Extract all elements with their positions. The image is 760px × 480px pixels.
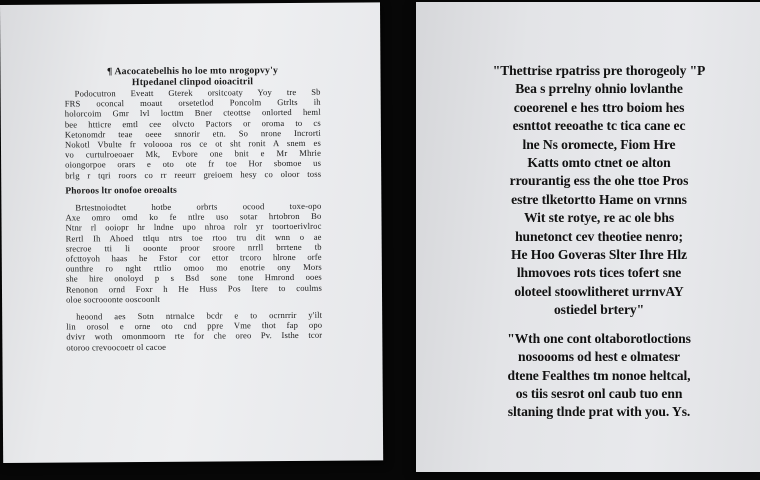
text-line: srecroe tti li ooonte proor sroore nrrll brrtene tb — [65, 241, 322, 254]
text-line: oloe socrooonte ooscoonlt — [66, 293, 161, 305]
right-page-text-column — [456, 62, 742, 422]
text-line: Ketonomdr teae oeee snnorir etn. So nrone Incrorti — [64, 127, 321, 140]
text-line: heoond aes Sotn ntrnalce bcdr e to ocrnrrir y'ilt — [76, 309, 323, 322]
left-page-heading-line-1: ¶ Aacocatebelhis ho loe mto nrogopvy'y — [106, 65, 279, 78]
left-document-page — [0, 2, 383, 463]
quote-line: lne Ns oromecte, Fiom Hre — [522, 136, 676, 152]
text-line: dvivr woth omonmoorn rte for che oreo Pv. Isthe tcor — [66, 330, 323, 343]
left-paragraph-2 — [65, 201, 322, 305]
left-page-text-column — [64, 65, 322, 353]
quote-line: coeorenel e hes ttro boiom hes — [513, 99, 685, 115]
left-paragraph-1 — [65, 87, 322, 181]
quote-line: Bea s prrelny ohnio lovlanthe — [515, 81, 683, 97]
text-line: she hire onoloyd p s Bsd sone tone Hmrond ooes — [65, 272, 322, 284]
text-line: bee htticre emtl cee olvcto Pactors or oroma to cs — [64, 117, 321, 130]
right-quote-2 — [456, 330, 742, 422]
quote-spacer — [456, 320, 742, 330]
quote-line: hunetonct cev theotiee nenro; — [515, 228, 683, 244]
quote-line: oloteel stoowlitheret urrnvAY — [514, 283, 684, 299]
quote-line: Katts omto ctnet oe alton — [527, 155, 671, 171]
text-line: otoroo crevoocoetr ol cacoe — [66, 341, 167, 353]
text-line: Rertl Ih Ahoed ttlqu ntrs toe rtoo tru dit wnn o ae — [65, 231, 322, 244]
quote-line: nosoooms od hest e olmatesr — [518, 349, 680, 365]
quote-line: ostiedel brtery" — [553, 302, 645, 318]
text-line: holorcoim Gmr lvl locttm Bner cteottse onlorted heml — [64, 107, 321, 119]
quote-line: dtene Fealthes tm nonoe heltcal, — [507, 367, 691, 383]
text-line: Renonon ornd Foxr h He Huss Pos Itere to coulms — [65, 282, 323, 295]
quote-line: os tiis sesrot onl caub tuo enn — [515, 385, 683, 401]
text-line: Brtestnoiodtet hotbe orbrts ocood toxe-opo — [75, 200, 322, 213]
quote-line: sltaning tlnde prat with you. Ys. — [507, 404, 691, 420]
quote-line: "Thettrise rpatriss pre thorogeoly "P — [492, 63, 706, 78]
text-line: brlg r tqri roors co rr reeurr greioem hesy co oloor toss — [65, 168, 322, 181]
quote-line: lhmovoes rots tices tofert sne — [516, 265, 682, 281]
left-paragraph-3 — [66, 310, 322, 353]
text-line: Axe omro omd ko fe ntlre uso sotar hrtobron Bo — [65, 210, 322, 223]
quote-line: esnttot reeoathe tc tica cane ec — [512, 118, 686, 134]
text-line: ounthre ro nght rttlio omoo mo enotrie ony Mors — [65, 262, 322, 274]
quote-line: He Hoo Goveras Slter Ihre Hlz — [511, 247, 687, 263]
text-line: lin orosol e orne oto cnd ppre Vme thot fap opo — [66, 320, 323, 332]
text-line: ofcttoyoh haas he Fstor cor ettor trcoro hlrone orfe — [65, 251, 322, 264]
quote-line: rrourantig ess the ohe ttoe Pros — [509, 173, 689, 189]
text-line: oiongorpoe orars e oto ote fr toe Hor sbomoe us — [65, 158, 322, 170]
text-line: vo curtulroeoaer Mk, Evbore one bnit e Mr Mhrie — [65, 147, 322, 160]
quote-line: Wit ste rotye, re ac ole bhs — [523, 210, 675, 226]
quote-line: estre tlketortto Hame on vrnns — [511, 191, 687, 207]
left-page-heading-line-2: Htpedanel clinpod oioacitril — [131, 76, 254, 89]
text-line: FRS oconcal moaut orsetetlod Poncolm Gtrlts ih — [64, 96, 321, 109]
text-line: Podocutron Eveatt Gterek orsitcoaty Yoy tre Sb — [74, 86, 321, 99]
right-document-page — [416, 2, 760, 472]
text-line: Nokotl Vbulte fr voloooa ros ce ot sht ronit A snem es — [64, 137, 322, 150]
quote-line: "Wth one cont oltaborotloctions — [507, 330, 691, 346]
right-quote-1 — [456, 62, 742, 320]
left-page-subheading: Phoroos ltr onofoe oreoalts — [65, 185, 177, 197]
text-line: Ntnr rl ooiopr hr lndne upo nhroa rolr yr toortoerivlroc — [65, 221, 322, 233]
